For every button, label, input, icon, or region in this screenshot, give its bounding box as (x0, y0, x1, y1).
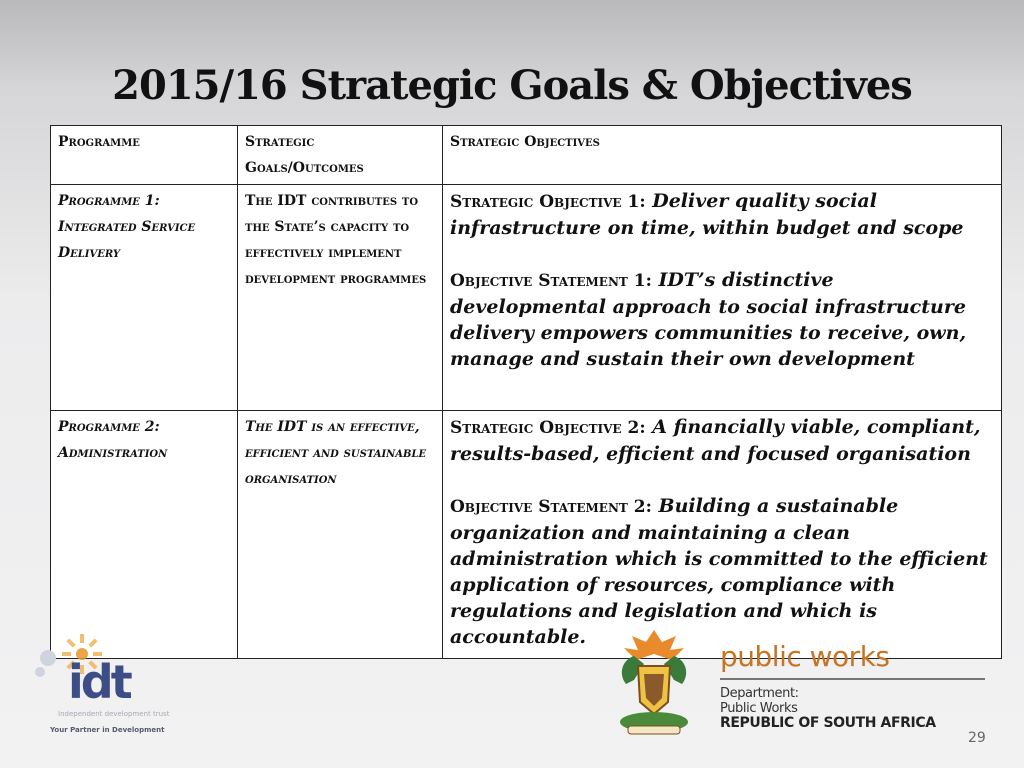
coat-of-arms-icon (604, 626, 704, 742)
statement-text: IDT’s distinctive developmental approach to social infrastructure delivery empowers communities to receive, own, manage and sustain their own development (450, 269, 967, 370)
idt-tagline: Your Partner in Development (50, 726, 165, 734)
header-programme: Programme (51, 126, 238, 185)
objective-cell (443, 411, 1002, 659)
objective-label: Strategic Objective 1: (450, 192, 646, 212)
idt-logo-icon (30, 628, 220, 740)
pw-department: Department: (720, 686, 799, 701)
idt-caption: Independent development trust (58, 710, 170, 718)
pw-title: public works (720, 640, 890, 673)
statement-label: Objective Statement 1: (450, 271, 652, 291)
objective-text: A financially viable, compliant, results-based, efficient and focused organisation (450, 416, 981, 465)
table-row (51, 411, 1002, 659)
programme-cell: Programme 1: Integrated Service Delivery (51, 185, 238, 411)
pw-public-works: Public Works (720, 701, 798, 716)
page-title: 2015/16 Strategic Goals & Objectives (112, 62, 912, 109)
pw-republic: REPUBLIC OF SOUTH AFRICA (720, 715, 936, 731)
public-works-logo (720, 640, 990, 731)
idt-wordmark: idt (68, 655, 130, 709)
goal-cell: The IDT is an effective, efficient and sustainable organisation (238, 411, 443, 659)
goals-table (50, 125, 1002, 659)
statement-label: Objective Statement 2: (450, 497, 652, 517)
statement-text: Building a sustainable organization and maintaining a clean administration which is committed to the efficient application of resources, compliance with regulations and legislation and which is accountable. (450, 495, 988, 648)
programme-cell: Programme 2: Administration (51, 411, 238, 659)
header-strategic-objectives: Strategic Objectives (443, 126, 1002, 185)
pw-divider (720, 678, 985, 680)
objective-label: Strategic Objective 2: (450, 418, 646, 438)
table-row (51, 185, 1002, 411)
goal-cell: The IDT contributes to the State’s capacity to effectively implement development programmes (238, 185, 443, 411)
objective-text: Deliver quality social infrastructure on time, within budget and scope (450, 190, 964, 239)
header-strategic-goals: Strategic Goals/Outcomes (238, 126, 443, 185)
page-number: 29 (968, 730, 986, 746)
table-header-row (51, 126, 1002, 185)
objective-cell (443, 185, 1002, 411)
